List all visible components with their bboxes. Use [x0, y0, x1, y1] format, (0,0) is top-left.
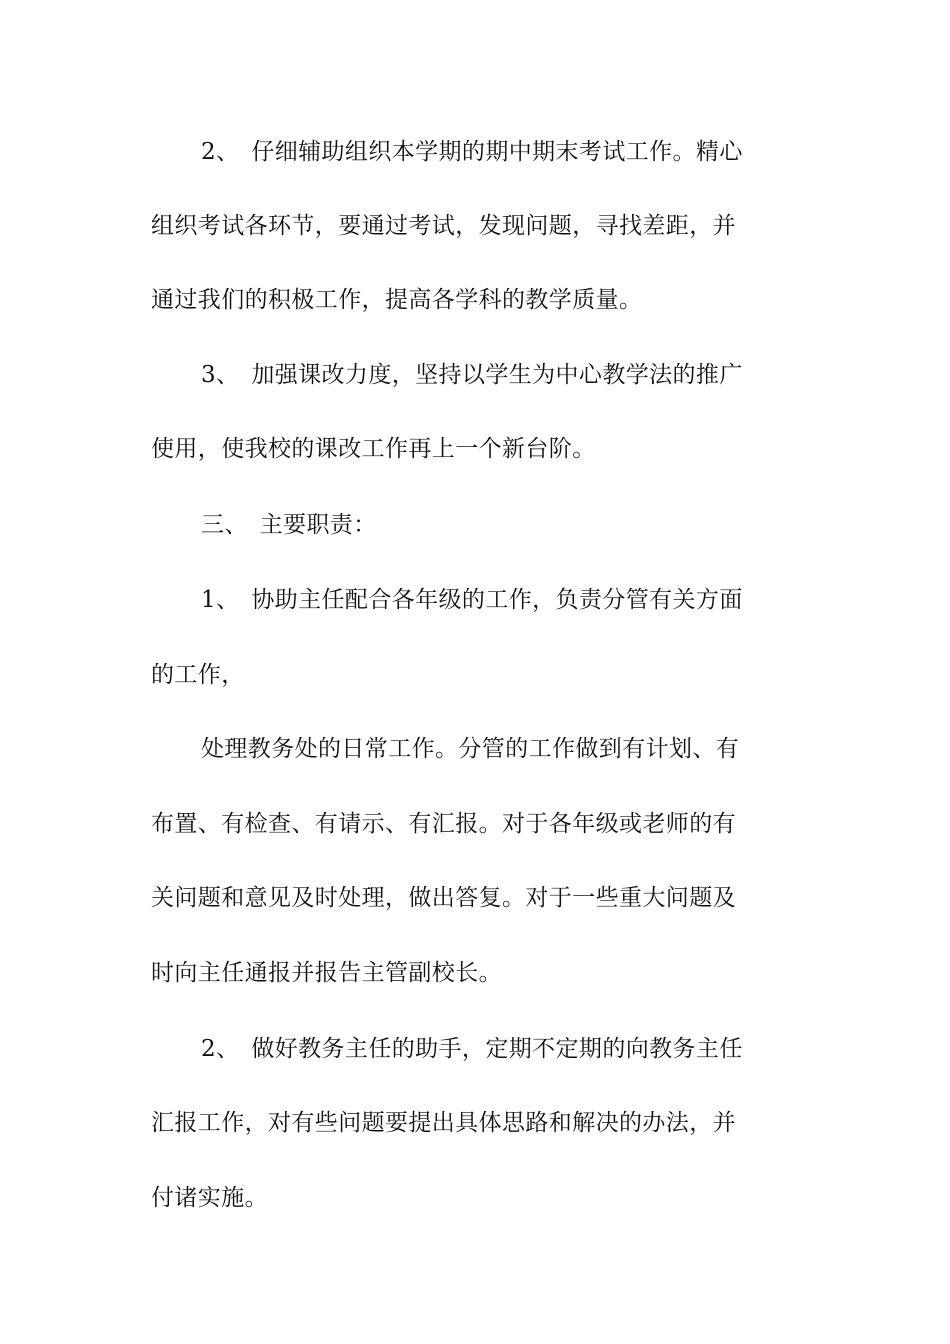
paragraph-line: 付诸实施。 [151, 1185, 268, 1211]
paragraph-line: 通过我们的积极工作，提高各学科的教学质量。 [151, 287, 643, 313]
paragraph-line: 组织考试各环节，要通过考试，发现问题，寻找差距，并 [151, 213, 736, 239]
paragraph-line: 时向主任通报并报告主管副校长。 [151, 960, 502, 986]
paragraph-line: 处理教务处的日常工作。分管的工作做到有计划、有 [201, 736, 740, 762]
paragraph-line: 汇报工作，对有些问题要提出具体思路和解决的办法，并 [151, 1110, 736, 1136]
paragraph-line: 布置、有检查、有请示、有汇报。对于各年级或老师的有 [151, 811, 736, 837]
paragraph-line: 使用，使我校的课改工作再上一个新台阶。 [151, 436, 596, 462]
paragraph-line: 3、 加强课改力度，坚持以学生为中心教学法的推广 [201, 362, 743, 388]
paragraph-line: 2、 仔细辅助组织本学期的期中期末考试工作。精心 [201, 139, 743, 165]
paragraph-line: 2、 做好教务主任的助手，定期不定期的向教务主任 [201, 1036, 743, 1062]
section-heading: 三、 主要职责： [201, 512, 377, 538]
paragraph-line: 1、 协助主任配合各年级的工作，负责分管有关方面 [201, 587, 743, 613]
paragraph-line: 关问题和意见及时处理，做出答复。对于一些重大问题及 [151, 885, 736, 911]
paragraph-line: 的工作， [151, 662, 245, 688]
